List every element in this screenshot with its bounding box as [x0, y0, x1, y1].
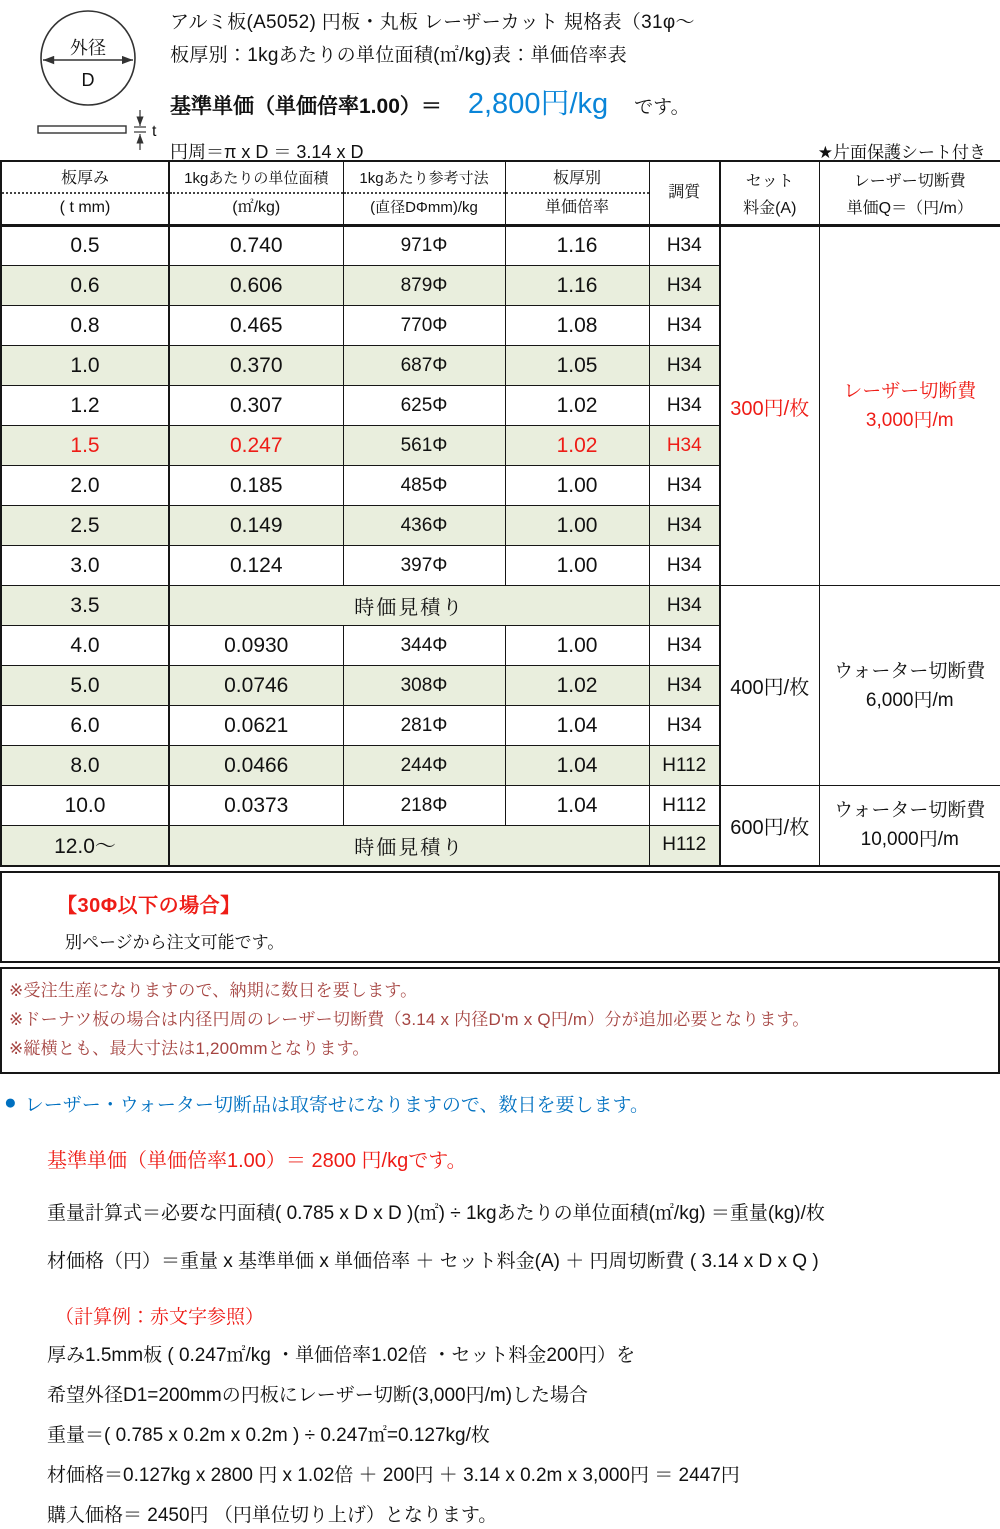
- cell-multiplier: 1.00: [505, 506, 649, 546]
- page-title: アルミ板(A5052) 円板・丸板 レーザーカット 規格表（31φ〜: [170, 12, 695, 33]
- spec-table: [0, 160, 1000, 867]
- cell-ref-size: 625Φ: [343, 386, 505, 426]
- base-price-value: 2,800円/kg: [467, 88, 609, 120]
- circumference-line: [170, 138, 1000, 164]
- weight-formula: 重量計算式＝必要な円面積( 0.785 x D x D )(㎡) ÷ 1kgあたりの単位面積(㎡/kg) ＝重量(kg)/枚: [47, 1202, 825, 1224]
- small-diameter-box: [0, 871, 1000, 963]
- base-price-line: [170, 81, 1000, 122]
- cell-unit-area: 0.606: [169, 266, 343, 306]
- base-price-restate: 基準単価（単価倍率1.00）＝ 2800 円/kgです。: [47, 1149, 467, 1172]
- cell-temper: H34: [649, 426, 720, 466]
- cell-multiplier: 1.16: [505, 226, 649, 266]
- cell-unit-area: 0.149: [169, 506, 343, 546]
- cell-multiplier: 1.02: [505, 426, 649, 466]
- cell-thickness: 8.0: [1, 746, 169, 786]
- small-diameter-body: 別ページから注文可能です。: [65, 932, 285, 952]
- cell-thickness: 0.5: [1, 226, 169, 266]
- cell-temper: H34: [649, 386, 720, 426]
- cell-ref-size: 561Φ: [343, 426, 505, 466]
- note-line: ※受注生産になりますので、納期に数日を要します。: [9, 980, 418, 1000]
- cell-multiplier: 1.02: [505, 666, 649, 706]
- cell-thickness: 3.5: [1, 586, 169, 626]
- price-formula: 材価格（円）＝重量 x 基準単価 x 単価倍率 ＋ セット料金(A) ＋ 円周切断費 ( 3.14 x D x Q ): [47, 1250, 819, 1272]
- cell-set-fee-group2: 400円/枚: [720, 586, 819, 786]
- cell-ref-size: 879Φ: [343, 266, 505, 306]
- cell-temper: H112: [649, 786, 720, 826]
- small-diameter-title: 【30Φ以下の場合】: [57, 894, 241, 917]
- calculation-section: [0, 1144, 1000, 1529]
- base-price-label: 基準単価（単価倍率1.00）＝: [170, 95, 442, 118]
- svg-text:D: D: [81, 70, 95, 90]
- cell-temper: H112: [649, 826, 720, 866]
- cell-thickness: 0.6: [1, 266, 169, 306]
- example-line: 厚み1.5mm板 ( 0.247㎡/kg ・単価倍率1.02倍 ・セット料金200円）を: [47, 1344, 636, 1366]
- cell-quote: 時価見積り: [169, 586, 649, 626]
- col-header-cut-fee: レーザー切断費 単価Q＝（円/m）: [819, 161, 1000, 226]
- cell-thickness: 3.0: [1, 546, 169, 586]
- note-line: ※ドーナツ板の場合は内径円周のレーザー切断費（3.14 x 内径D'm x Q円/m）分が追加必要となります。: [9, 1009, 810, 1029]
- cell-thickness: 0.8: [1, 306, 169, 346]
- cell-temper: H34: [649, 626, 720, 666]
- cell-temper: H34: [649, 466, 720, 506]
- cell-multiplier: 1.05: [505, 346, 649, 386]
- cell-temper: H34: [649, 546, 720, 586]
- cell-multiplier: 1.00: [505, 626, 649, 666]
- bullet-icon: ●: [4, 1091, 17, 1114]
- cell-thickness: 1.2: [1, 386, 169, 426]
- table-row: [1, 226, 1000, 266]
- cell-temper: H34: [649, 226, 720, 266]
- cell-temper: H34: [649, 266, 720, 306]
- col-header-temper: 調質: [649, 161, 720, 226]
- cell-ref-size: 397Φ: [343, 546, 505, 586]
- cell-unit-area: 0.0373: [169, 786, 343, 826]
- title-block: [170, 0, 1000, 164]
- cell-multiplier: 1.02: [505, 386, 649, 426]
- cell-thickness: 2.0: [1, 466, 169, 506]
- cell-thickness: 1.0: [1, 346, 169, 386]
- cell-temper: H34: [649, 666, 720, 706]
- cell-temper: H34: [649, 346, 720, 386]
- shipping-note: [4, 1090, 1000, 1117]
- cell-ref-size: 770Φ: [343, 306, 505, 346]
- cell-cut-fee-group3: ウォーター切断費 10,000円/m: [819, 786, 1000, 866]
- cell-unit-area: 0.740: [169, 226, 343, 266]
- cell-ref-size: 971Φ: [343, 226, 505, 266]
- cell-ref-size: 244Φ: [343, 746, 505, 786]
- example-line: 希望外径D1=200mmの円板にレーザー切断(3,000円/m)した場合: [47, 1384, 589, 1406]
- shipping-note-text: レーザー・ウォーター切断品は取寄せになりますので、数日を要します。: [24, 1094, 650, 1116]
- cell-ref-size: 344Φ: [343, 626, 505, 666]
- col-header-ref-size: 1kgあたり参考寸法 (直径DΦmm)/kg: [343, 161, 505, 226]
- cell-temper: H34: [649, 306, 720, 346]
- table-row-quote: [1, 586, 1000, 626]
- cell-ref-size: 308Φ: [343, 666, 505, 706]
- protective-sheet-note: ★片面保護シート付き: [817, 143, 986, 162]
- cell-multiplier: 1.00: [505, 466, 649, 506]
- col-header-thickness: 板厚み ( t mm): [1, 161, 169, 226]
- cell-ref-size: 281Φ: [343, 706, 505, 746]
- disc-diagram: [12, 2, 167, 165]
- cell-unit-area: 0.247: [169, 426, 343, 466]
- notes-box: [0, 967, 1000, 1074]
- cell-ref-size: 687Φ: [343, 346, 505, 386]
- cell-set-fee-group1: 300円/枚: [720, 226, 819, 586]
- example-line: 材価格＝0.127kg x 2800 円 x 1.02倍 ＋ 200円 ＋ 3.14 x 0.2m x 3,000円 ＝ 2447円: [47, 1464, 740, 1486]
- cell-unit-area: 0.0930: [169, 626, 343, 666]
- cell-temper: H34: [649, 506, 720, 546]
- cell-multiplier: 1.08: [505, 306, 649, 346]
- svg-text:外径: 外径: [70, 38, 106, 58]
- cell-multiplier: 1.04: [505, 706, 649, 746]
- base-price-suffix: です。: [634, 97, 690, 118]
- cell-temper: H34: [649, 586, 720, 626]
- cell-thickness: 1.5: [1, 426, 169, 466]
- col-header-set-fee: セット 料金(A): [720, 161, 819, 226]
- disc-diameter-icon: [12, 2, 167, 160]
- cell-thickness: 12.0～: [1, 826, 169, 866]
- cell-unit-area: 0.465: [169, 306, 343, 346]
- cell-multiplier: 1.04: [505, 746, 649, 786]
- cell-ref-size: 436Φ: [343, 506, 505, 546]
- example-title: （計算例：赤文字参照）: [55, 1306, 265, 1328]
- col-header-multiplier: 板厚別 単価倍率: [505, 161, 649, 226]
- cell-temper: H34: [649, 706, 720, 746]
- example-line: 重量＝( 0.785 x 0.2m x 0.2m ) ÷ 0.247㎡=0.127kg/枚: [47, 1424, 490, 1446]
- example-line: 購入価格＝ 2450円 （円単位切り上げ）となります。: [47, 1504, 498, 1526]
- cell-multiplier: 1.16: [505, 266, 649, 306]
- cell-cut-fee-group2: ウォーター切断費 6,000円/m: [819, 586, 1000, 786]
- cell-quote: 時価見積り: [169, 826, 649, 866]
- cell-thickness: 4.0: [1, 626, 169, 666]
- cell-unit-area: 0.124: [169, 546, 343, 586]
- header-section: [0, 0, 1000, 160]
- cell-cut-fee-group1: レーザー切断費 3,000円/m: [819, 226, 1000, 586]
- cell-thickness: 5.0: [1, 666, 169, 706]
- cell-thickness: 6.0: [1, 706, 169, 746]
- cell-thickness: 10.0: [1, 786, 169, 826]
- table-header-row: [1, 161, 1000, 226]
- table-row: [1, 786, 1000, 826]
- svg-text:t: t: [152, 123, 157, 140]
- cell-ref-size: 218Φ: [343, 786, 505, 826]
- cell-set-fee-group3: 600円/枚: [720, 786, 819, 866]
- cell-multiplier: 1.04: [505, 786, 649, 826]
- cell-unit-area: 0.0621: [169, 706, 343, 746]
- cell-temper: H112: [649, 746, 720, 786]
- cell-thickness: 2.5: [1, 506, 169, 546]
- cell-unit-area: 0.307: [169, 386, 343, 426]
- cell-multiplier: 1.00: [505, 546, 649, 586]
- cell-unit-area: 0.0466: [169, 746, 343, 786]
- cell-unit-area: 0.0746: [169, 666, 343, 706]
- cell-ref-size: 485Φ: [343, 466, 505, 506]
- cell-unit-area: 0.185: [169, 466, 343, 506]
- circumference-formula: 円周＝π x D ＝ 3.14 x D: [170, 142, 364, 162]
- cell-unit-area: 0.370: [169, 346, 343, 386]
- note-line: ※縦横とも、最大寸法は1,200mmとなります。: [9, 1038, 370, 1058]
- col-header-unit-area: 1kgあたりの単位面積 (㎡/kg): [169, 161, 343, 226]
- page-subtitle: 板厚別：1kgあたりの単位面積(㎡/kg)表：単価倍率表: [170, 45, 628, 66]
